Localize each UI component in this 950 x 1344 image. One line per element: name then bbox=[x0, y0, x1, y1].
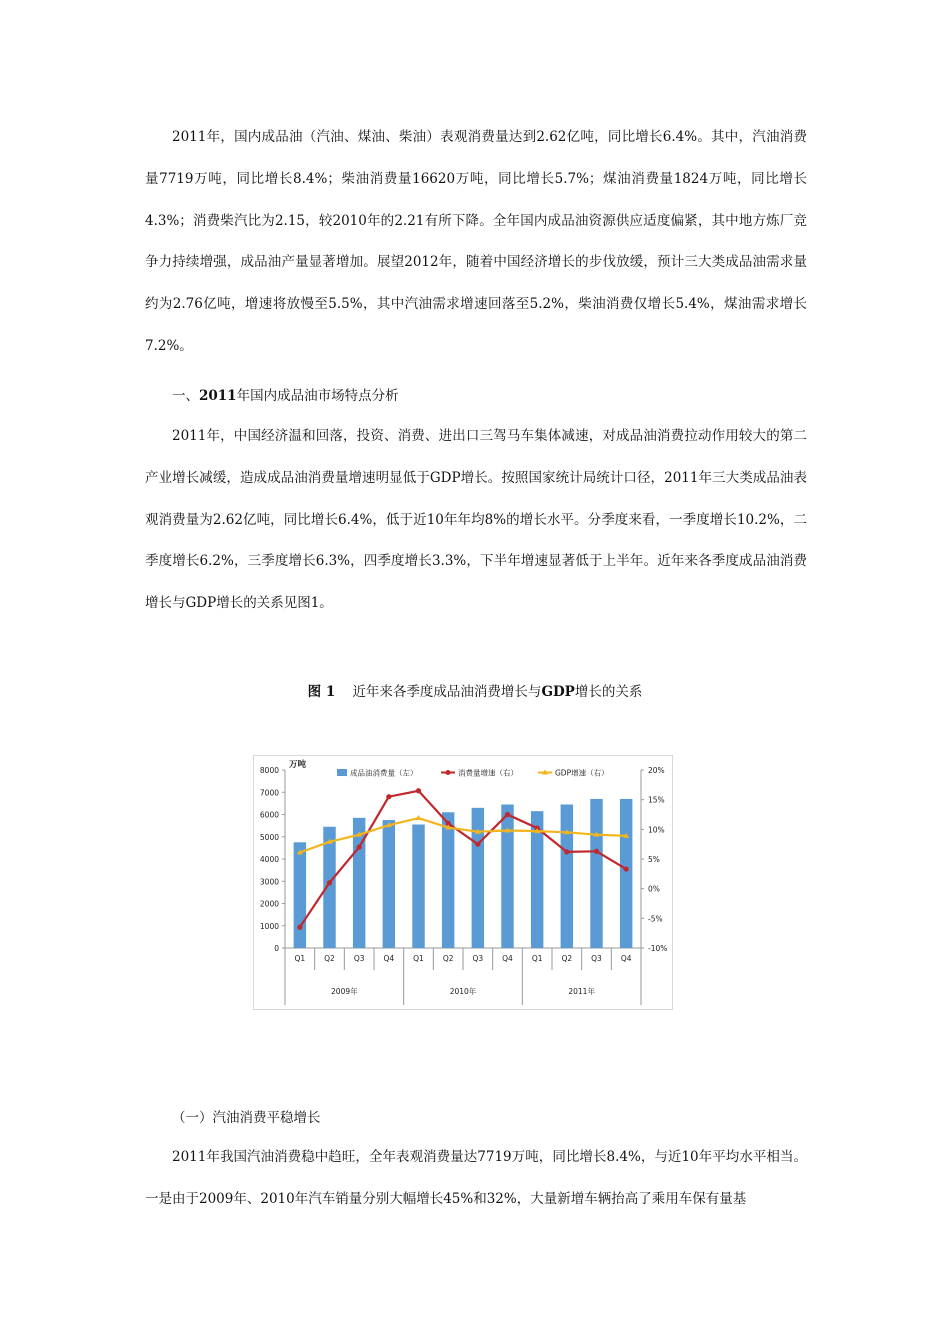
left-tick-label: 1000 bbox=[259, 921, 279, 931]
x-year-label: 2009年 bbox=[331, 987, 358, 996]
left-tick-label: 4000 bbox=[259, 855, 279, 864]
right-tick-label: 5% bbox=[648, 855, 660, 864]
x-category-label: Q1 bbox=[413, 954, 424, 963]
market-paragraph: 2011年，中国经济温和回落，投资、消费、进出口三驾马车集体减速，对成品油消费拉动作用较大的第二产业增长减缓，造成成品油消费量增速明显低于GDP增长。按照国家统计局统计口径，2011年三大类成品油表观消费量为2.62亿吨，同比增长6.4%，低于近10年年均8%的增长水平。分季度来看，一季度增长10.2%，二季度增长6.2%，三季度增长6.3%，四季度增长3.3%，下半年增速显著低于上半年。近年来各季度成品油消费增长与GDP增长的关系见图1。 bbox=[145, 428, 807, 612]
bar-consumption bbox=[442, 812, 454, 948]
x-category-label: Q3 bbox=[591, 954, 602, 963]
x-category-label: Q1 bbox=[531, 954, 543, 963]
x-category-label: Q2 bbox=[561, 954, 573, 963]
left-axis-unit-label: 万吨 bbox=[289, 760, 307, 770]
right-tick-label: -5% bbox=[648, 914, 663, 924]
x-category-label: Q1 bbox=[294, 954, 306, 963]
bar-consumption bbox=[383, 820, 395, 948]
left-tick-label: 5000 bbox=[259, 832, 279, 842]
point-consumption-growth bbox=[564, 849, 569, 854]
x-category-label: Q3 bbox=[472, 954, 484, 963]
gasoline-paragraph: 2011年我国汽油消费稳中趋旺，全年表观消费量达7719万吨，同比增长8.4%，与近10年平均水平相当。一是由于2009年、2010年汽车销量分别大幅增长45%和32%，大量新增车辆抬高了乘用车保有量基 bbox=[145, 1149, 807, 1207]
point-consumption-growth bbox=[594, 849, 599, 854]
left-tick-label: 0 bbox=[274, 944, 279, 953]
line-consumption-growth bbox=[300, 791, 626, 927]
left-tick-label: 6000 bbox=[259, 810, 279, 820]
intro-paragraph: 2011年，国内成品油（汽油、煤油、柴油）表观消费量达到2.62亿吨，同比增长6.4%。其中，汽油消费量7719万吨，同比增长8.4%；柴油消费量16620万吨，同比增长5.7%；煤油消费量1824万吨，同比增长4.3%；消费柴汽比为2.15，较2010年的2.21有所下降。全年国内成品油资源供应适度偏紧，其中地方炼厂竞争力持续增强，成品油产量显著增加。展望2012年，随着中国经济增长的步伐放缓，预计三大类成品油需求量约为2.76亿吨，增速将放慢至5.5%，其中汽油需求增速回落至5.2%，柴油消费仅增长5.4%，煤油需求增长7.2%。 bbox=[145, 129, 807, 354]
bar-consumption bbox=[620, 799, 632, 948]
caption-text-1: 近年来各季度成品油消费增长与 bbox=[352, 684, 542, 700]
caption-gdp: GDP bbox=[541, 684, 575, 700]
legend-label: GDP增速（右） bbox=[555, 768, 609, 778]
heading-prefix: 一、 bbox=[172, 388, 199, 404]
right-tick-label: 15% bbox=[648, 795, 665, 805]
left-tick-label: 7000 bbox=[259, 788, 279, 798]
bar-consumption bbox=[561, 804, 573, 948]
legend-label: 消费量增速（右） bbox=[458, 768, 518, 778]
heading-year: 2011 bbox=[199, 388, 237, 404]
left-tick-label: 8000 bbox=[259, 766, 279, 775]
bar-consumption bbox=[501, 804, 513, 948]
caption-text-2: 增长的关系 bbox=[574, 684, 643, 700]
point-consumption-growth bbox=[297, 925, 302, 930]
left-tick-label: 3000 bbox=[259, 877, 279, 887]
figure-label: 图 1 bbox=[307, 684, 336, 700]
legend-label: 成品油消费量（左） bbox=[350, 768, 418, 778]
x-category-label: Q4 bbox=[383, 954, 395, 963]
right-tick-label: 20% bbox=[648, 766, 665, 775]
right-tick-label: 10% bbox=[648, 825, 665, 835]
bar-consumption bbox=[353, 818, 365, 948]
bar-consumption bbox=[294, 842, 306, 948]
right-tick-label: 0% bbox=[648, 884, 660, 894]
bar-consumption bbox=[590, 799, 602, 948]
point-consumption-growth bbox=[624, 866, 629, 871]
point-consumption-growth bbox=[475, 842, 480, 847]
x-category-label: Q4 bbox=[502, 954, 513, 963]
chart-frame bbox=[254, 756, 673, 1010]
section-heading-1 bbox=[172, 384, 399, 404]
x-year-label: 2011年 bbox=[568, 987, 595, 996]
x-category-label: Q3 bbox=[353, 954, 365, 963]
x-year-label: 2010年 bbox=[449, 987, 477, 996]
figure-caption bbox=[0, 680, 950, 700]
point-consumption-growth bbox=[505, 812, 510, 817]
bar-consumption bbox=[412, 825, 424, 948]
consumption-gdp-chart bbox=[253, 755, 673, 1010]
left-tick-label: 2000 bbox=[259, 899, 279, 909]
line-gdp-growth bbox=[300, 818, 626, 852]
legend-marker-consumption-growth bbox=[446, 770, 451, 775]
legend-swatch-consumption bbox=[337, 769, 347, 776]
point-consumption-growth bbox=[386, 794, 391, 799]
section-heading-2: （一）汽油消费平稳增长 bbox=[172, 1110, 321, 1126]
point-consumption-growth bbox=[357, 845, 362, 850]
x-category-label: Q2 bbox=[442, 954, 454, 963]
right-tick-label: -10% bbox=[648, 944, 668, 953]
heading-rest: 年国内成品油市场特点分析 bbox=[236, 388, 399, 404]
point-consumption-growth bbox=[327, 880, 332, 885]
x-category-label: Q2 bbox=[324, 954, 335, 963]
point-consumption-growth bbox=[416, 788, 421, 793]
x-category-label: Q4 bbox=[620, 954, 632, 963]
